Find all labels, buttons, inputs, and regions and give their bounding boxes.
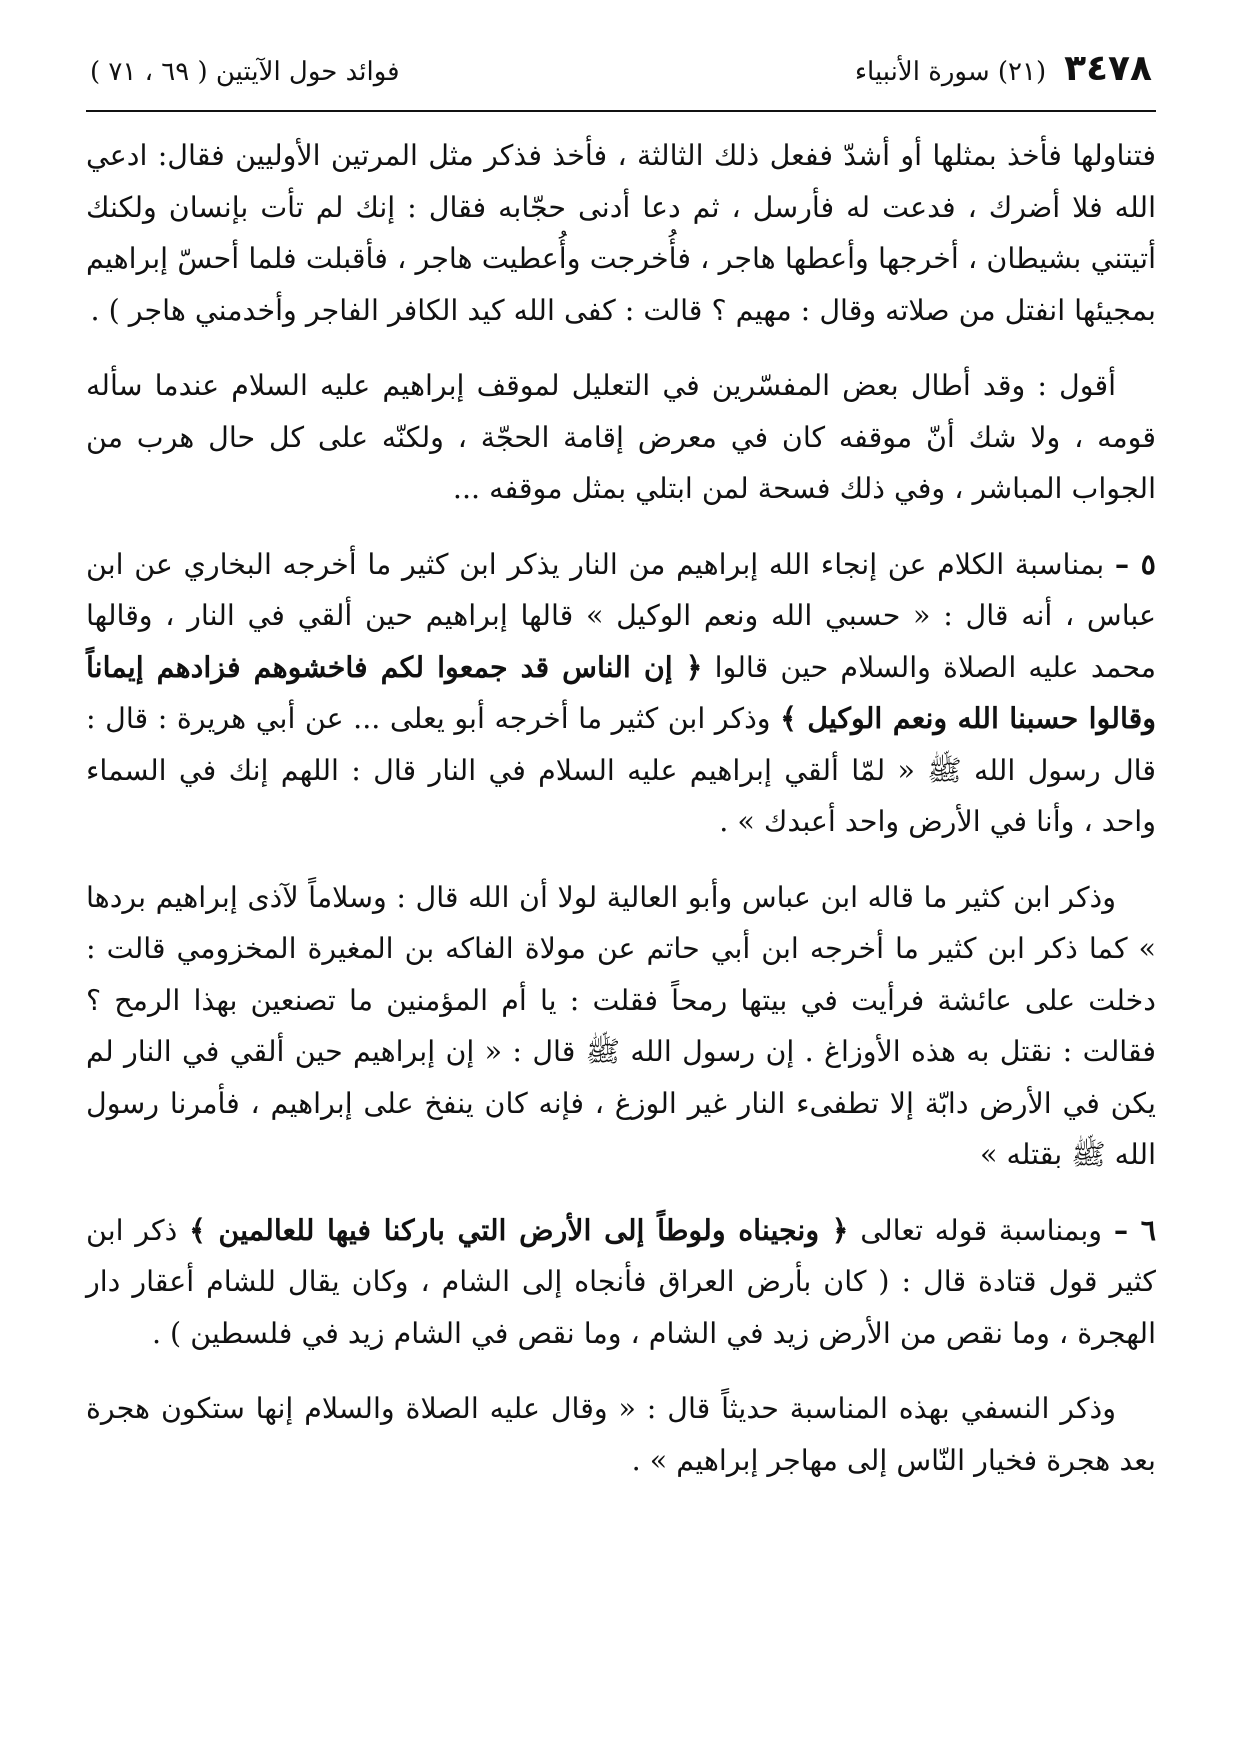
paragraph-text: وبمناسبة قوله تعالى <box>860 1213 1103 1247</box>
header-right-group <box>855 48 1152 89</box>
paragraph-commentary <box>86 360 1156 515</box>
paragraph-point-5 <box>86 539 1156 848</box>
book-page <box>86 48 1156 1718</box>
paragraph-text: أقول : وقد أطال بعض المفسّرين في التعليل لموقف إبراهيم عليه السلام عندما سأله قومه ، ولا شك أنّ موقفه كان في معرض إقامة الحجّة ، ولكنّه على كل حال هرب من الجواب المباشر ، وفي ذلك فسحة لمن ابتلي بمثل موقفه ... <box>86 369 1156 505</box>
paragraph-nasafi <box>86 1383 1156 1486</box>
paragraph-point-6 <box>86 1205 1156 1360</box>
surah-title: (٢١) سورة الأنبياء <box>854 57 1047 87</box>
paragraph-text: ذكر ابن كثير قول قتادة قال : ( كان بأرض العراق فأنجاه إلى الشام ، وكان يقال للشام أعقار دار الهجرة ، وما نقص من الأرض زيد في الشام ، وما نقص في الشام زيد في فلسطين ) . <box>86 1213 1156 1350</box>
paragraph-text: فتناولها فأخذ بمثلها أو أشدّ ففعل ذلك الثالثة ، فأخذ فذكر مثل المرتين الأوليين فقال: ادعي الله فلا أضرك ، فدعت له فأرسل ، ثم دعا أدنى حجّابه فقال : إنك لم تأت بإنسان ولكنك أتيتني بشيطان ، أخرجها وأعطها هاجر ، فأُخرجت وأُعطيت هاجر ، فأقبلت فلما أحسّ إبراهيم بمجيئها انفتل من صلاته وقال : مهيم ؟ قالت : كفى الله كيد الكافر الفاجر وأخدمني هاجر ) . <box>86 139 1156 327</box>
paragraph-text: وذكر ابن كثير ما أخرجه أبو يعلى ... عن أبي هريرة : قال : قال رسول الله ﷺ « لمّا ألقي إبراهيم عليه السلام في النار قال : اللهم إنك في السماء واحد ، وأنا في الأرض واحد أعبدك » . <box>86 702 1156 838</box>
paragraph-text: وذكر النسفي بهذه المناسبة حديثاً قال : « وقال عليه الصلاة والسلام إنها ستكون هجرة بعد هجرة فخيار النّاس إلى مهاجر إبراهيم » . <box>86 1392 1156 1477</box>
running-title: فوائد حول الآيتين ( ٦٩ ، ٧١ ) <box>90 57 400 87</box>
point-number: ٥ – <box>1114 546 1156 581</box>
quran-verse: ﴿ إن الناس قد جمعوا لكم فاخشوهم فزادهم إيماناً وقالوا حسبنا الله ونعم الوكيل ﴾ <box>86 649 1157 735</box>
quran-verse: ﴿ ونجيناه ولوطاً إلى الأرض التي باركنا فيها للعالمين ﴾ <box>189 1212 849 1247</box>
paragraph-hadith-continuation <box>86 130 1156 336</box>
page-number: ٣٤٧٨ <box>1064 48 1152 89</box>
paragraph-ibn-kathir-gecko <box>86 872 1156 1181</box>
point-number: ٦ – <box>1113 1212 1157 1247</box>
paragraph-text: بمناسبة الكلام عن إنجاء الله إبراهيم من النار يذكر ابن كثير ما أخرجه البخاري عن ابن عباس ، أنه قال : « حسبي الله ونعم الوكيل » قالها إبراهيم حين ألقي في النار ، وقالها محمد عليه الصلاة والسلام حين قالوا <box>86 547 1156 684</box>
paragraph-text: وذكر ابن كثير ما قاله ابن عباس وأبو العالية لولا أن الله قال : وسلاماً لآذى إبراهيم بردها » كما ذكر ابن كثير ما أخرجه ابن أبي حاتم عن مولاة الفاكه بن المغيرة المخزومي قالت : دخلت على عائشة فرأيت في بيتها رمحاً فقلت : يا أم المؤمنين ما تصنعين بهذا الرمح ؟ فقالت : نقتل به هذه الأوزاغ . إن رسول الله ﷺ قال : « إن إبراهيم حين ألقي في النار لم يكن في الأرض دابّة إلا تطفىء النار غير الوزغ ، فإنه كان ينفخ على إبراهيم ، فأمرنا رسول الله ﷺ بقتله » <box>86 880 1156 1171</box>
page-body <box>86 112 1156 1486</box>
page-header <box>86 48 1156 112</box>
